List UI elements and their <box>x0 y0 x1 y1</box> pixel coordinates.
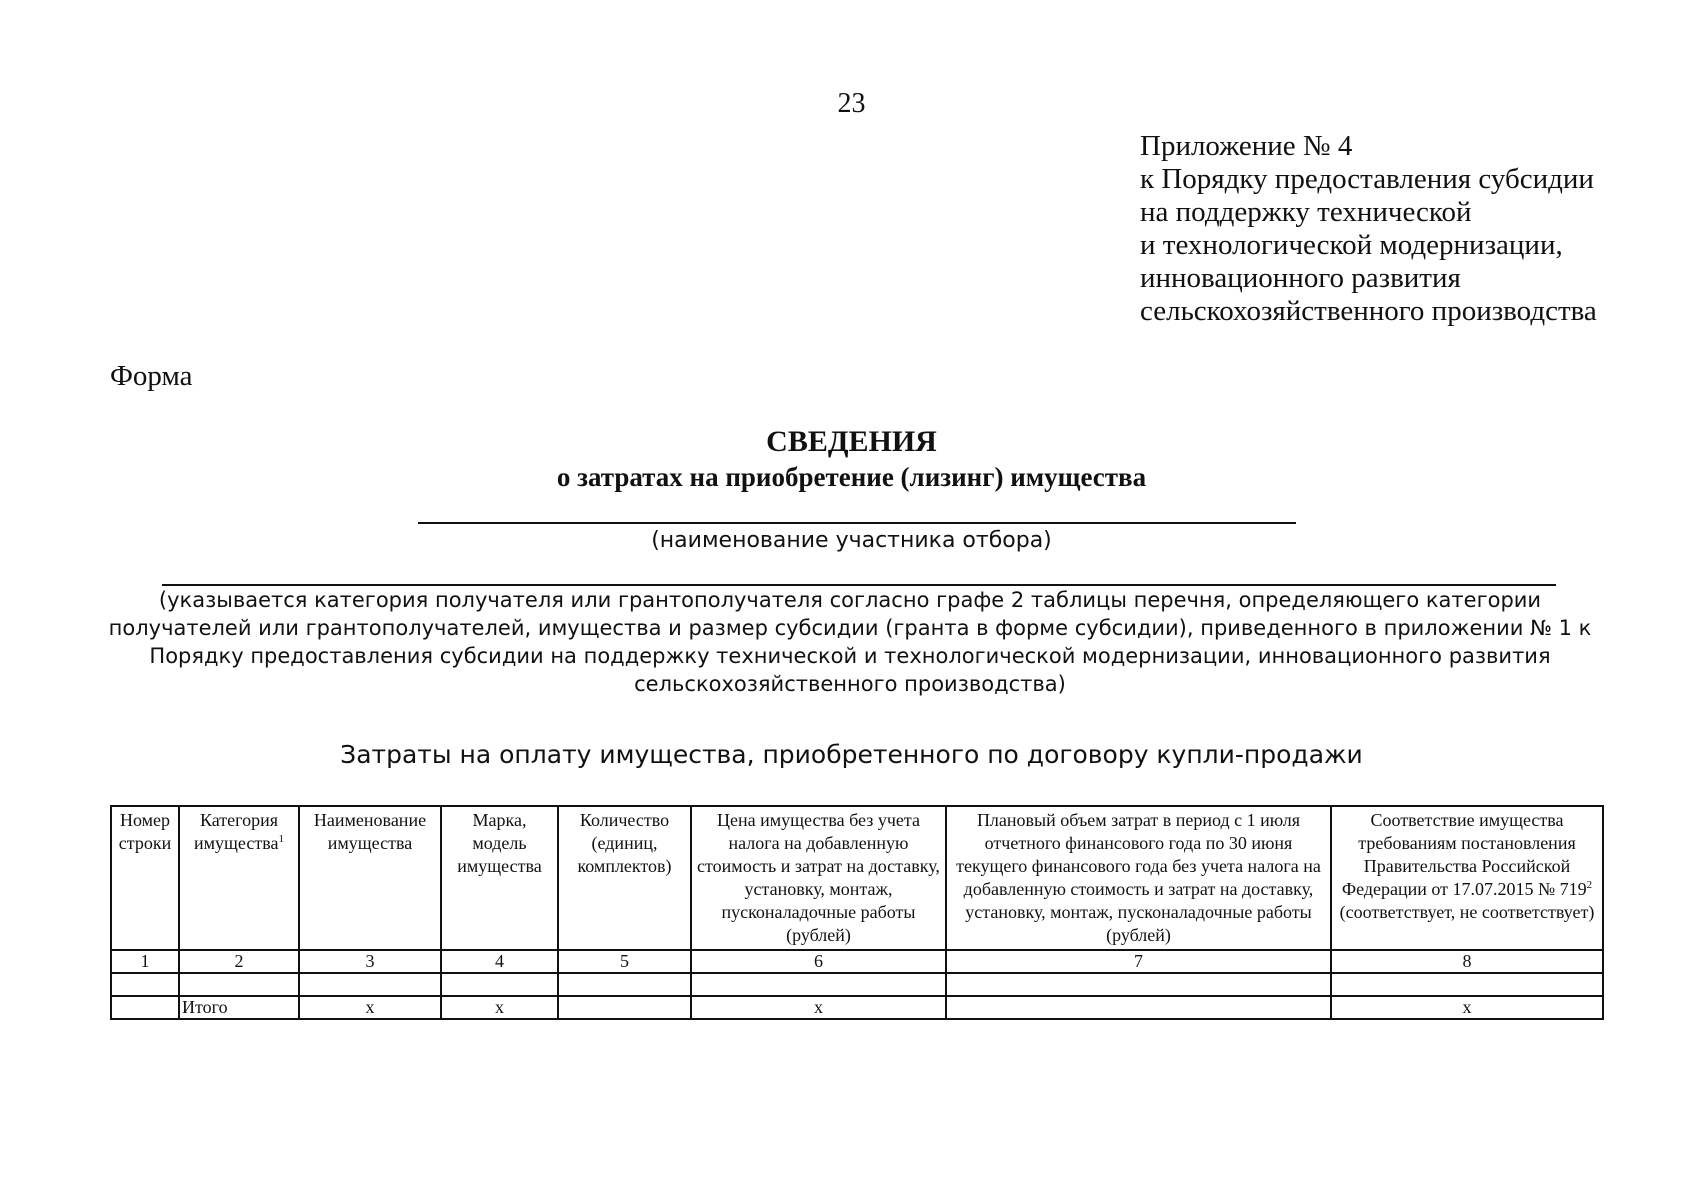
header-compliance: Соответствие имущества требованиям постановления Правительства Российской Федерации от 17.07.2015 № $719^2$ (соответствует, не соответствует) <box>1331 806 1603 950</box>
table-cell <box>691 973 946 996</box>
table-cell: x <box>441 996 558 1019</box>
category-caption: (указывается категория получателя или грантополучателя согласно графе 2 таблицы перечня, определяющего категории получателей или грантополучателей, имущества и размер субсидии (гранта в форме субсидии), приведенного в приложении № 1 к Порядку предоставления субсидии на поддержку технической и технологической модернизации, инновационного развития сельскохозяйственного производства) <box>108 588 1592 696</box>
costs-table <box>110 805 1604 1020</box>
table-cell <box>299 973 441 996</box>
header-brand-model: Марка, модель имущества <box>441 806 558 950</box>
table-cell: 8 <box>1331 950 1603 973</box>
footnote-mark: 1 <box>278 833 284 845</box>
table-cell: 4 <box>441 950 558 973</box>
header-row-number: Номер строки <box>111 806 179 950</box>
total-row <box>111 996 1603 1019</box>
participant-name-line <box>418 522 1296 524</box>
participant-name-caption: (наименование участника отбора) <box>651 528 1052 553</box>
table-cell: 3 <box>299 950 441 973</box>
appendix-line: на поддержку технической <box>1140 196 1472 228</box>
table-cell: 1 <box>111 950 179 973</box>
table-cell <box>1331 973 1603 996</box>
table-heading: Затраты на оплату имущества, приобретенного по договору купли-продажи <box>340 740 1363 769</box>
appendix-line: Приложение № 4 <box>1140 130 1353 162</box>
appendix-line: сельскохозяйственного производства <box>1140 295 1597 327</box>
column-numbers-row <box>111 950 1603 973</box>
table-cell <box>111 996 179 1019</box>
table-cell: x <box>691 996 946 1019</box>
table-cell: x <box>299 996 441 1019</box>
table-cell <box>946 996 1331 1019</box>
appendix-line: и технологической модернизации, <box>1140 229 1563 261</box>
table-cell <box>179 973 299 996</box>
table-cell <box>441 973 558 996</box>
table-cell <box>946 973 1331 996</box>
total-label: Итого <box>179 996 299 1019</box>
table-header-row <box>111 806 1603 950</box>
blank-row <box>111 973 1603 996</box>
page-number: 23 <box>837 88 866 119</box>
footnote-mark: 2 <box>1586 879 1593 891</box>
header-planned-costs: Плановый объем затрат в период с 1 июля отчетного финансового года по 30 июня текущего финансового года без учета налога на добавленную стоимость и затрат на доставку, установку, монтаж, пусконаладочные работы (рублей) <box>946 806 1331 950</box>
table-cell: 6 <box>691 950 946 973</box>
table-cell <box>558 996 691 1019</box>
document-title: СВЕДЕНИЯ <box>766 425 937 458</box>
document-subtitle: о затратах на приобретение (лизинг) имущества <box>556 462 1147 492</box>
table-cell: 2 <box>179 950 299 973</box>
table-cell <box>111 973 179 996</box>
form-label: Форма <box>110 360 193 392</box>
table-cell: 5 <box>558 950 691 973</box>
header-property-category: Категория имущества$^1$ <box>179 806 299 950</box>
appendix-line: инновационного развития <box>1140 262 1461 294</box>
appendix-reference <box>1140 130 1597 328</box>
appendix-line: к Порядку предоставления субсидии <box>1140 163 1594 195</box>
header-quantity: Количество (единиц, комплектов) <box>558 806 691 950</box>
table-cell: 7 <box>946 950 1331 973</box>
header-property-name: Наименование имущества <box>299 806 441 950</box>
table-cell: x <box>1331 996 1603 1019</box>
table-cell <box>558 973 691 996</box>
header-price: Цена имущества без учета налога на добавленную стоимость и затрат на доставку, установку, монтаж, пусконаладочные работы (рублей) <box>691 806 946 950</box>
